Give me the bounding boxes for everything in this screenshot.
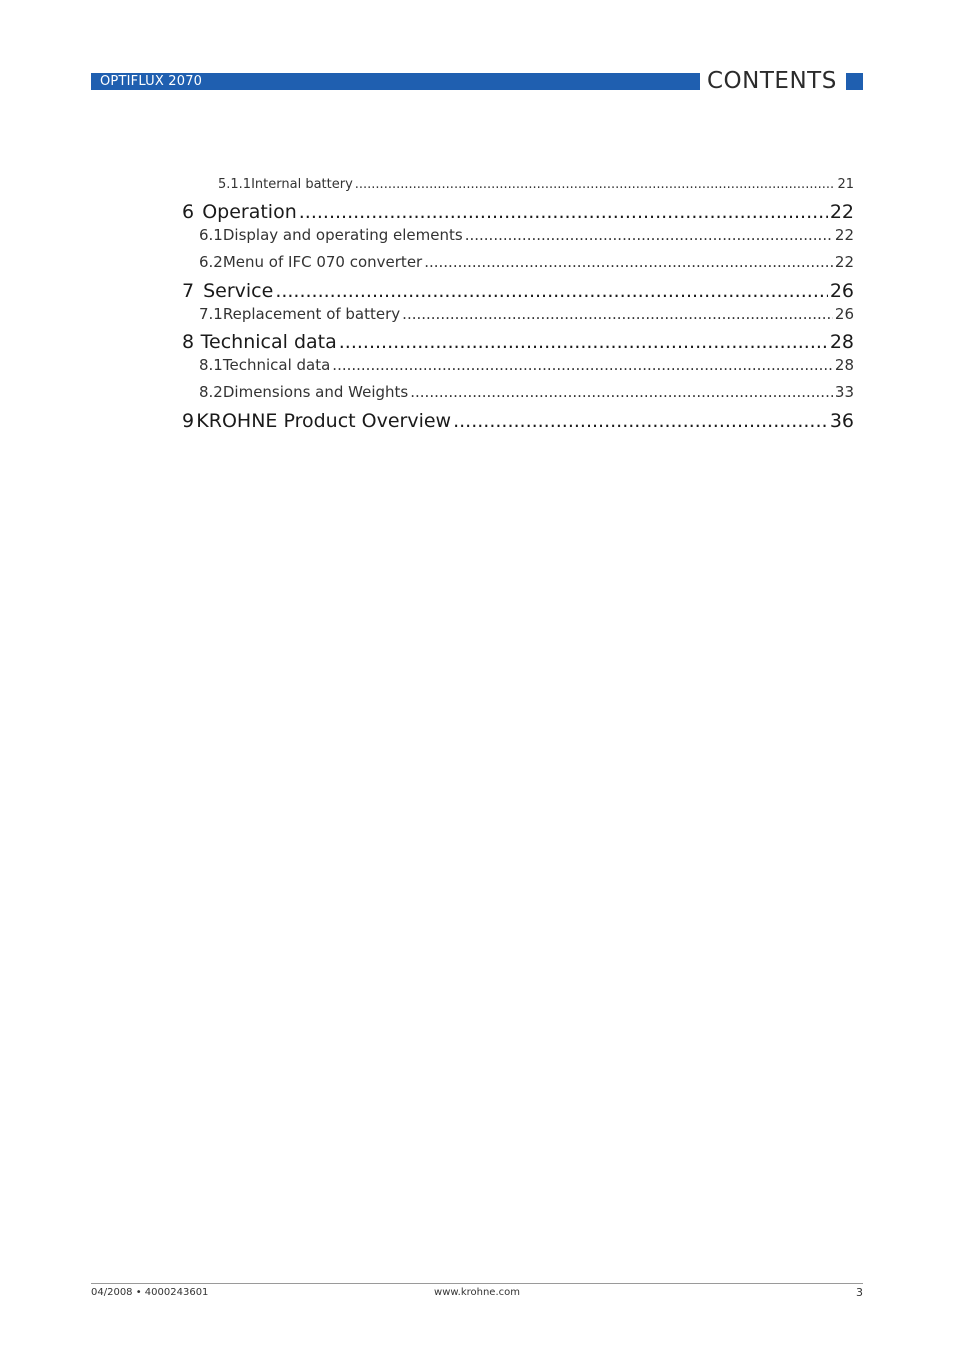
product-name: OPTIFLUX 2070 xyxy=(100,74,203,89)
header-accent-square xyxy=(846,73,863,90)
toc-number: 5.1.1 xyxy=(218,177,252,192)
toc-page: 28 xyxy=(829,331,854,353)
toc-title: Technical data xyxy=(222,356,331,374)
toc-page: 26 xyxy=(834,305,854,323)
toc-page: 26 xyxy=(829,280,854,302)
toc-page: 22 xyxy=(829,201,854,223)
toc-page: 21 xyxy=(837,177,854,192)
toc-leader xyxy=(332,356,833,374)
toc-number: 8.1 xyxy=(199,356,223,374)
toc-title: Replacement of battery xyxy=(222,305,401,323)
toc-title: Menu of IFC 070 converter xyxy=(222,253,423,271)
toc-entry-6[interactable] xyxy=(182,201,854,223)
toc-title: Operation xyxy=(202,201,297,223)
toc-leader xyxy=(275,280,828,302)
toc-number: 6.1 xyxy=(199,226,223,244)
toc-number: 6 xyxy=(182,201,195,223)
footer-website: www.krohne.com xyxy=(434,1287,520,1298)
toc-entry-6-1[interactable] xyxy=(199,226,854,244)
toc-number: 7.1 xyxy=(199,305,223,323)
toc-entry-7-1[interactable] xyxy=(199,305,854,323)
toc-title: Technical data xyxy=(200,331,337,353)
header-bar xyxy=(91,73,700,90)
toc-page: 28 xyxy=(834,356,854,374)
toc-entry-8-1[interactable] xyxy=(199,356,854,374)
toc-title: Internal battery xyxy=(251,177,353,192)
toc-title: KROHNE Product Overview xyxy=(196,410,452,432)
toc-leader xyxy=(355,177,836,192)
toc-page: 33 xyxy=(834,383,854,401)
toc-leader xyxy=(465,226,833,244)
footer-doc-info: 04/2008 • 4000243601 xyxy=(91,1287,209,1298)
page-number: 3 xyxy=(856,1286,863,1299)
toc-page: 36 xyxy=(829,410,854,432)
toc-leader xyxy=(453,410,828,432)
toc-leader xyxy=(402,305,833,323)
toc-number: 9 xyxy=(182,410,195,432)
toc-entry-9[interactable] xyxy=(182,410,854,432)
toc-leader xyxy=(339,331,828,353)
toc-number: 8.2 xyxy=(199,383,223,401)
toc-entry-6-2[interactable] xyxy=(199,253,854,271)
toc-leader xyxy=(424,253,833,271)
toc-leader xyxy=(410,383,833,401)
toc-title: Display and operating elements xyxy=(222,226,463,244)
toc-entry-8[interactable] xyxy=(182,331,854,353)
toc-title: Dimensions and Weights xyxy=(222,383,409,401)
toc-title: Service xyxy=(203,280,274,302)
toc-number: 7 xyxy=(182,280,195,302)
toc-page: 22 xyxy=(834,253,854,271)
toc-number: 6.2 xyxy=(199,253,223,271)
toc-page: 22 xyxy=(834,226,854,244)
page-title: CONTENTS xyxy=(707,68,837,94)
toc-leader xyxy=(299,201,828,223)
toc-entry-8-2[interactable] xyxy=(199,383,854,401)
footer-divider xyxy=(91,1283,863,1284)
toc-number: 8 xyxy=(182,331,195,353)
toc-entry-7[interactable] xyxy=(182,280,854,302)
toc-entry-5-1-1[interactable] xyxy=(218,177,854,192)
